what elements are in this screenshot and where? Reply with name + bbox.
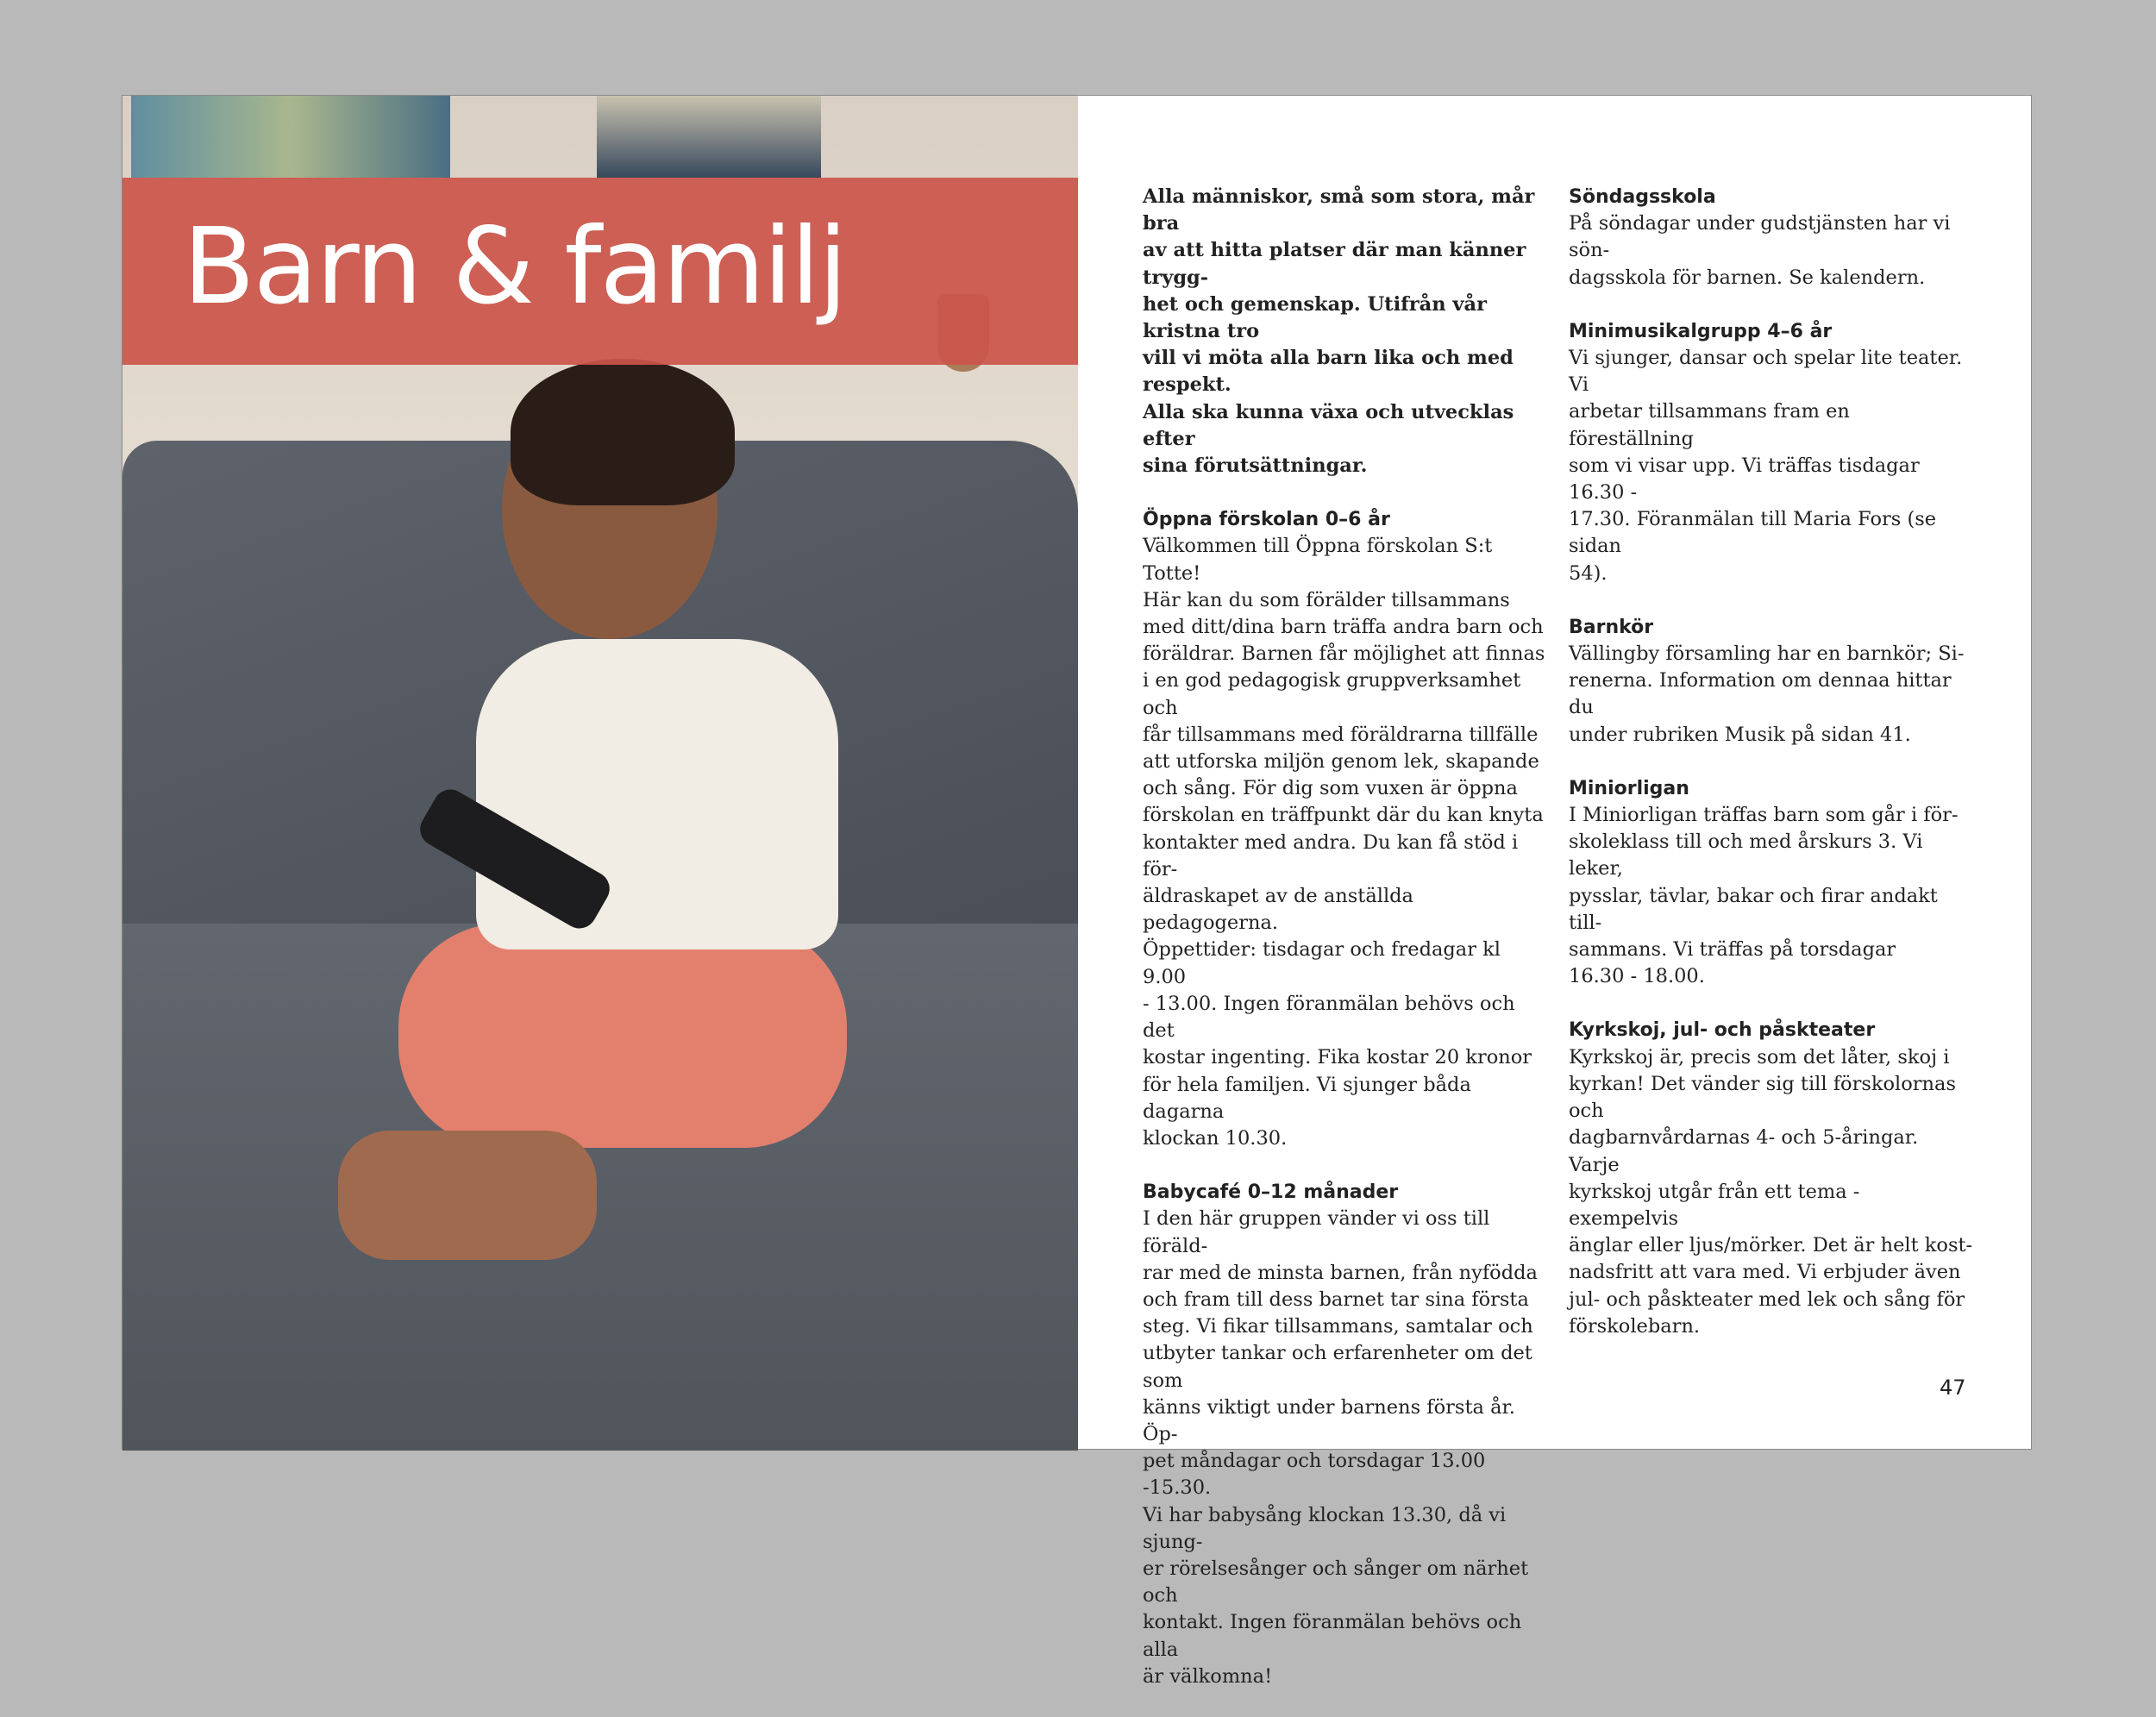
wall-poster bbox=[597, 96, 821, 178]
text-column-2 bbox=[1569, 184, 1974, 1367]
section-heading: Babycafé 0–12 månader bbox=[1143, 1181, 1399, 1204]
section-sondagsskola bbox=[1569, 184, 1974, 291]
section-kyrkskoj bbox=[1569, 1017, 1974, 1339]
child-pants bbox=[398, 924, 847, 1148]
section-body: Vällingby församling har en barnkör; Si- renerna. Information om dennaa hittar du under rubriken Musik på sidan 41. bbox=[1569, 642, 1965, 746]
section-heading: Barnkör bbox=[1569, 616, 1654, 638]
section-miniorligan bbox=[1569, 775, 1974, 991]
section-body: På söndagar under gudstjänsten har vi sön- dagsskola för barnen. Se kalendern. bbox=[1569, 212, 1951, 289]
title-band bbox=[122, 178, 1078, 365]
magazine-spread bbox=[122, 95, 2032, 1688]
text-column-1 bbox=[1143, 184, 1548, 1717]
section-minimusikalgrupp bbox=[1569, 318, 1974, 587]
section-heading: Söndagsskola bbox=[1569, 186, 1716, 208]
section-body: Välkommen till Öppna förskolan S:t Totte! Här kan du som förälder tillsammans med ditt/dina barn träffa andra barn och föräldrar. Barnen får möjlighet att finnas i en god pedagogisk gruppverksamhet och får tillsammans med föräldrarna tillfälle att utforska miljön genom lek, skapande och sång. För dig som vuxen är öppna förskolan en träffpunkt där du kan knyta kontakter med andra. Du kan få stöd i för- äldraskapet av de anställda pedagogerna. Öppettider: tisdagar och fredagar kl 9.00 - 13.00. Ingen föranmälan behövs och det kostar ingenting. Fika kostar 20 kronor för hela familjen. Vi sjunger båda dagarna klockan 10.30. bbox=[1143, 535, 1545, 1150]
child-feet bbox=[338, 1131, 597, 1260]
child-on-sofa-photo bbox=[122, 96, 1078, 1451]
section-barnkor bbox=[1569, 614, 1974, 749]
section-heading: Minimusikalgrupp 4–6 år bbox=[1569, 320, 1833, 342]
section-heading: Miniorligan bbox=[1569, 777, 1689, 799]
page-title: Barn & familj bbox=[183, 205, 846, 328]
section-oppna-forskolan bbox=[1143, 506, 1548, 1152]
section-body: I den här gruppen vänder vi oss till föräld- rar med de minsta barnen, från nyfödda och fram till dess barnet tar sina första steg. Vi fikar tillsammans, samtalar och utbyter tankar och erfarenheter om det som känns viktigt under barnens första år. Öp- pet måndagar och torsdagar 13.00 -15.30. Vi har babysång klockan 13.30, då vi sjung- er rörelsesånger och sånger om närhet och kontakt. Ingen föranmälan behövs och alla är välkomna! bbox=[1143, 1207, 1538, 1688]
wall-poster bbox=[131, 96, 450, 178]
section-heading: Kyrkskoj, jul- och påskteater bbox=[1569, 1019, 1876, 1042]
section-babycafe bbox=[1143, 1179, 1548, 1690]
section-body: Kyrkskoj är, precis som det låter, skoj i kyrkan! Det vänder sig till förskolornas och dagbarnvårdarnas 4- och 5-åringar. Varje kyrkskoj utgår från ett tema - exempelvis änglar eller ljus/mörker. Det är helt kost- nadsfritt att vara med. Vi erbjuder även jul- och påskteater med lek och sång för förskolebarn. bbox=[1569, 1045, 1973, 1338]
child-hair bbox=[511, 359, 735, 505]
section-body: Vi sjunger, dansar och spelar lite teater. Vi arbetar tillsammans fram en föreställning som vi visar upp. Vi träffas tisdagar 16.30 - 17.30. Föranmälan till Maria Fors (se sidan 54). bbox=[1569, 347, 1963, 585]
section-heading: Öppna förskolan 0–6 år bbox=[1143, 509, 1390, 531]
intro-paragraph: Alla människor, små som stora, mår bra av att hitta platser där man känner trygg- het och gemenskap. Utifrån vår kristna tro vill vi möta alla barn lika och med respekt. Alla ska kunna växa och utvecklas efter sina förutsättningar. bbox=[1143, 185, 1535, 478]
page-number: 47 bbox=[1940, 1375, 1966, 1400]
section-body: I Miniorligan träffas barn som går i för- skoleklass till och med årskurs 3. Vi leker, pysslar, tävlar, bakar och firar andakt till- sammans. Vi träffas på torsdagar 16.30 - 18.00. bbox=[1569, 804, 1959, 988]
